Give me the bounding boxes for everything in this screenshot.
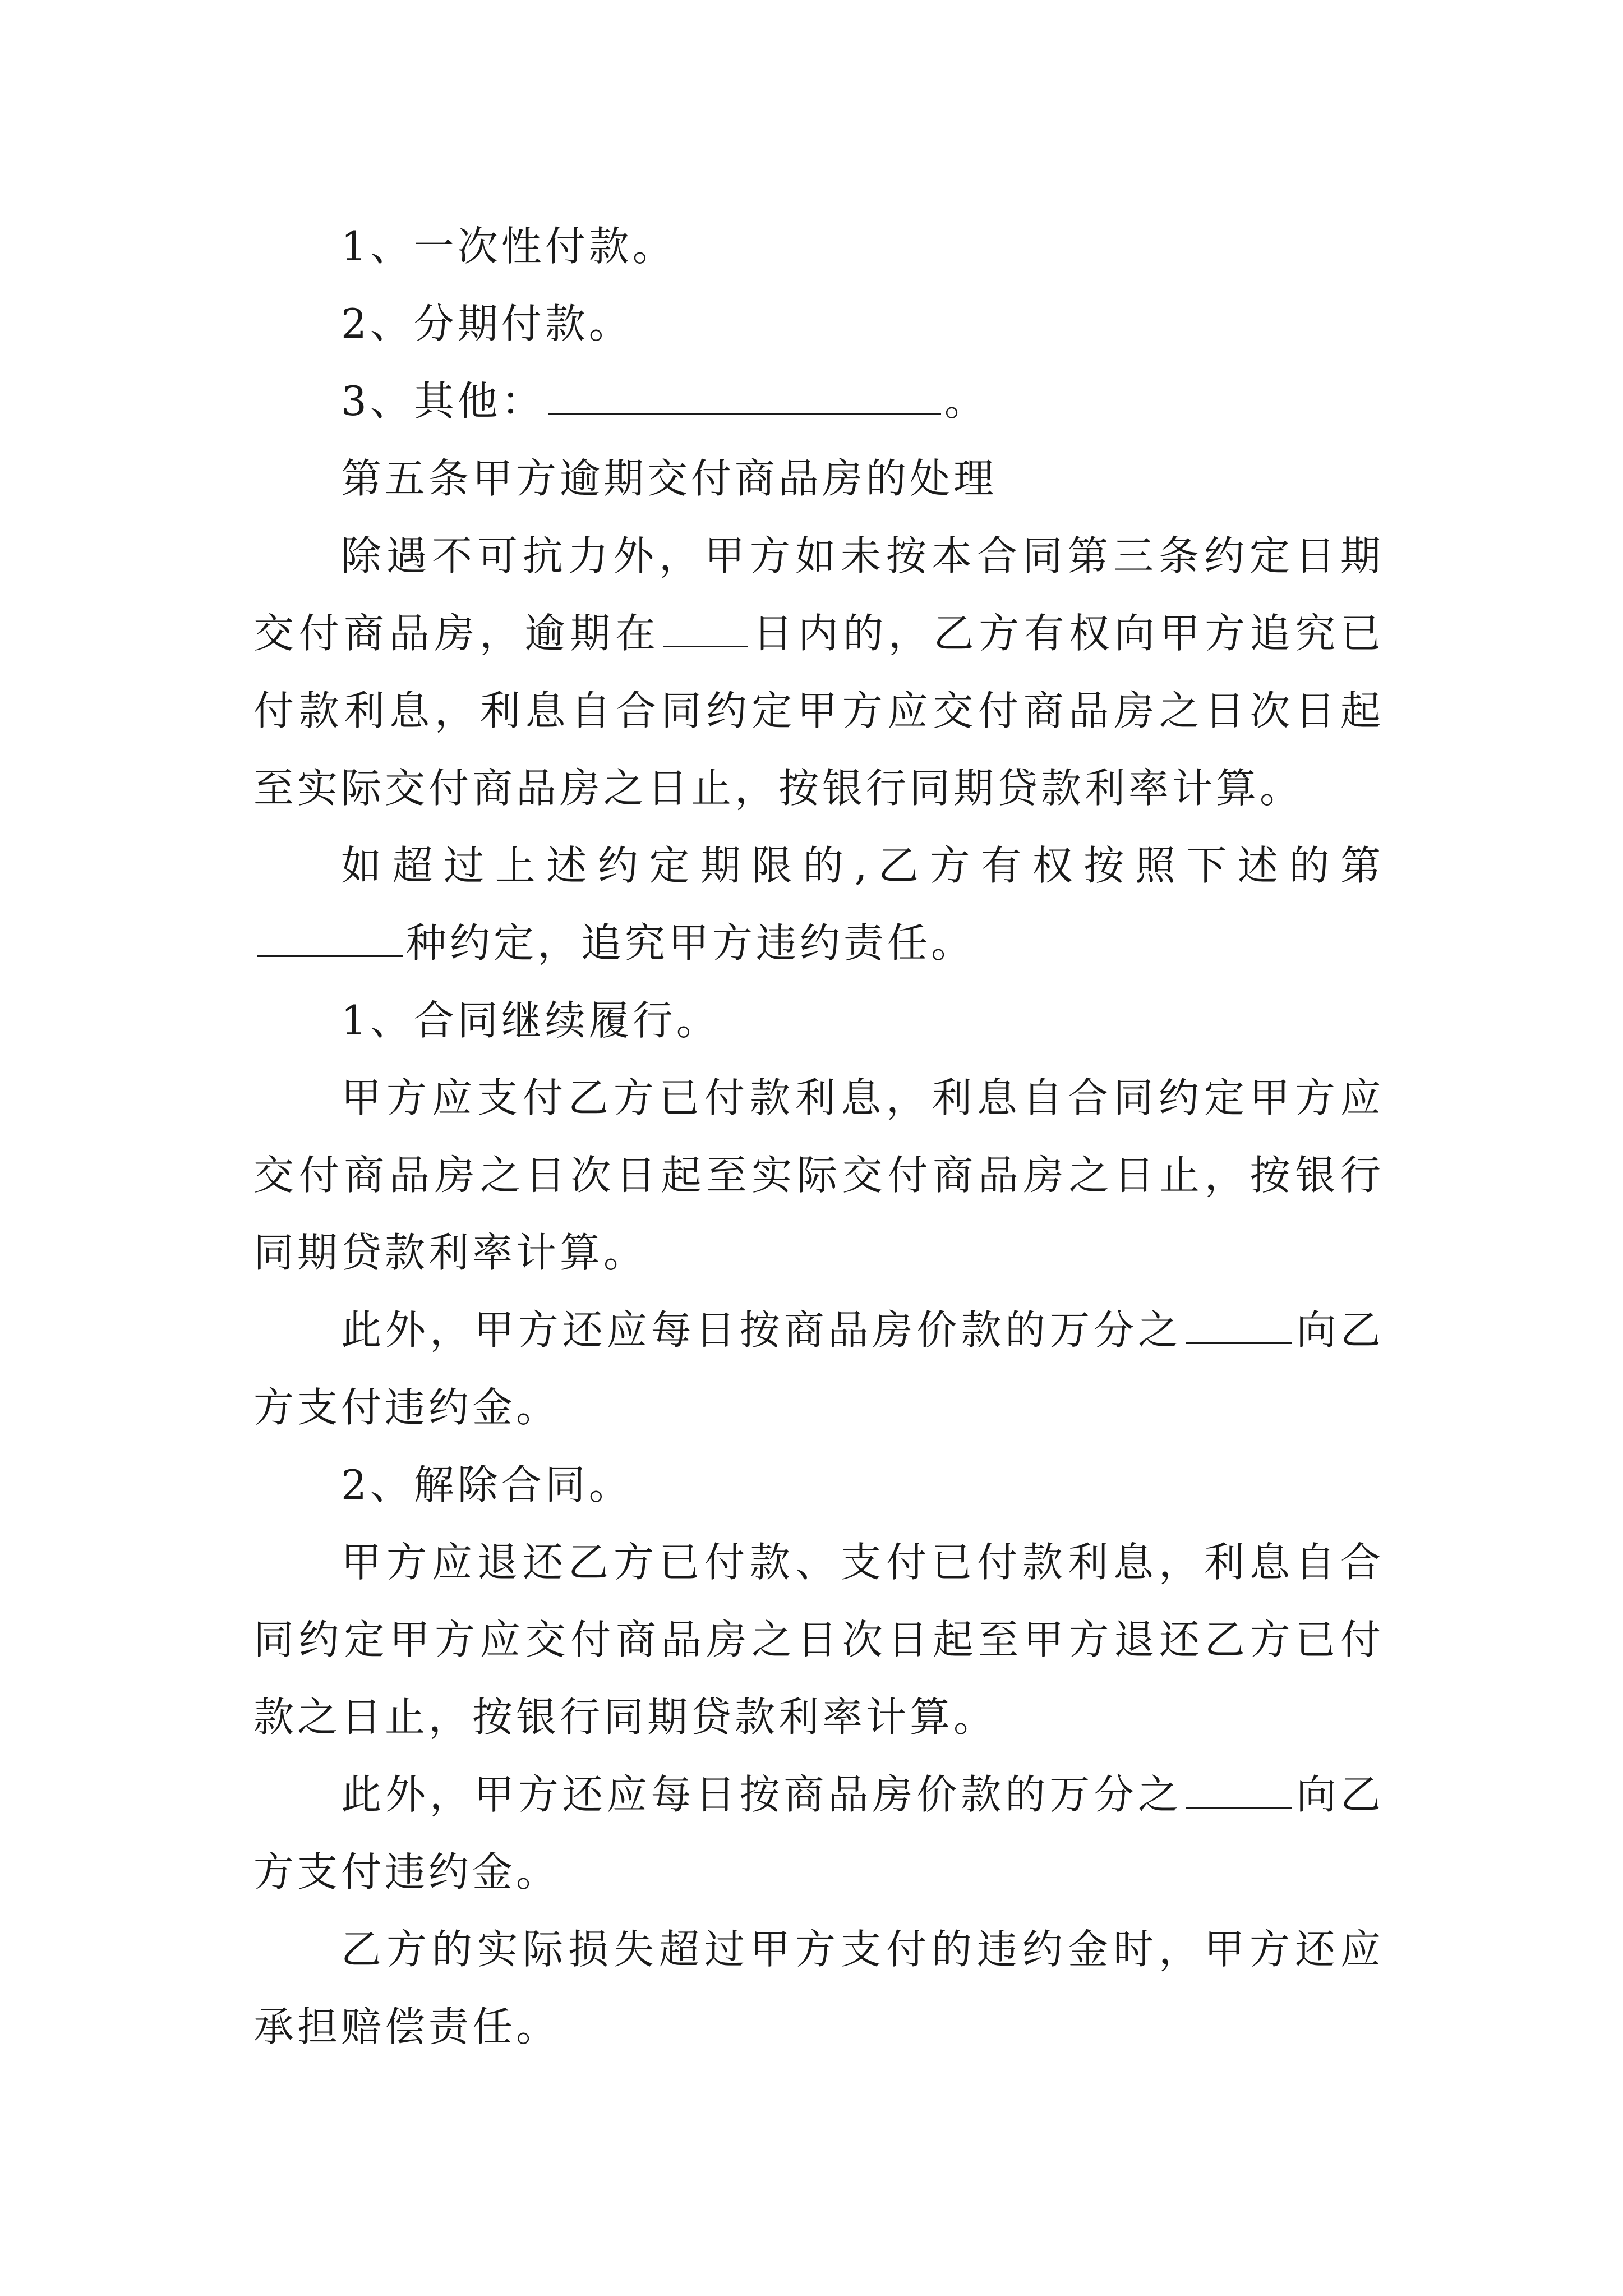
paragraph-text: 乙方的实际损失超过甲方支付的违约金时，甲方还应承担赔偿责任。: [253, 1926, 1384, 2050]
fill-in-blank-penalty-rate-1[interactable]: [1186, 1309, 1292, 1344]
paragraph-text: 甲方应退还乙方已付款、支付已付款利息，利息自合同约定甲方应交付商品房之日次日起至甲方退还乙方已付款之日止，按银行同期贷款利率计算。: [253, 1539, 1384, 1741]
paragraph-text: 。: [944, 378, 988, 425]
payment-option-other: [253, 362, 1384, 440]
document-body: [253, 208, 1384, 2065]
paragraph-text: 3、其他：: [341, 378, 545, 425]
paragraph-text: 甲方应支付乙方已付款利息，利息自合同约定甲方应交付商品房之日次日起至实际交付商品房之日止，按银行同期贷款利率计算。: [253, 1074, 1384, 1276]
paragraph-text: 向乙方支付违约金。: [253, 1771, 1384, 1895]
paragraph-text: 向乙方支付违约金。: [253, 1306, 1384, 1431]
paragraph-text: 1、一次性付款。: [341, 223, 676, 270]
fill-in-blank-other[interactable]: [548, 380, 941, 415]
paragraph-interest-payment: [253, 1059, 1384, 1291]
paragraph-text: 日内的，乙方有权向甲方追究已付款利息，利息自合同约定甲方应交付商品房之日次日起至实际交付商品房之日止，按银行同期贷款利率计算。: [253, 610, 1384, 812]
payment-option-installment: [253, 285, 1384, 362]
paragraph-text: 种约定，追究甲方违约责任。: [406, 919, 975, 967]
paragraph-text: 如超过上述约定期限的,乙方有权按照下述的第: [341, 842, 1384, 889]
option-continue-contract: [253, 982, 1384, 1059]
paragraph-penalty-2: [253, 1756, 1384, 1911]
section-heading: 第五条甲方逾期交付商品房的处理: [341, 455, 998, 502]
section-heading-article-5: [253, 440, 1384, 517]
paragraph-text: 1、合同继续履行。: [341, 997, 720, 1044]
paragraph-compensation: [253, 1911, 1384, 2065]
fill-in-blank-days[interactable]: [663, 612, 748, 647]
fill-in-blank-penalty-rate-2[interactable]: [1186, 1773, 1292, 1809]
paragraph-text: 2、分期付款。: [341, 300, 633, 347]
paragraph-force-majeure: [253, 517, 1384, 827]
payment-option-lump-sum: [253, 208, 1384, 285]
option-terminate-contract: [253, 1446, 1384, 1524]
paragraph-text: 此外，甲方还应每日按商品房价款的万分之: [341, 1771, 1183, 1818]
paragraph-refund: [253, 1524, 1384, 1756]
paragraph-beyond-deadline: [253, 827, 1384, 982]
paragraph-text: 除遇不可抗力外，甲方如未按本合同第三条约定日期交付商品房，逾期在: [253, 532, 1384, 657]
fill-in-blank-option-number[interactable]: [257, 922, 403, 957]
paragraph-penalty-1: [253, 1291, 1384, 1446]
paragraph-text: 2、解除合同。: [341, 1461, 633, 1508]
paragraph-text: 此外，甲方还应每日按商品房价款的万分之: [341, 1306, 1183, 1354]
